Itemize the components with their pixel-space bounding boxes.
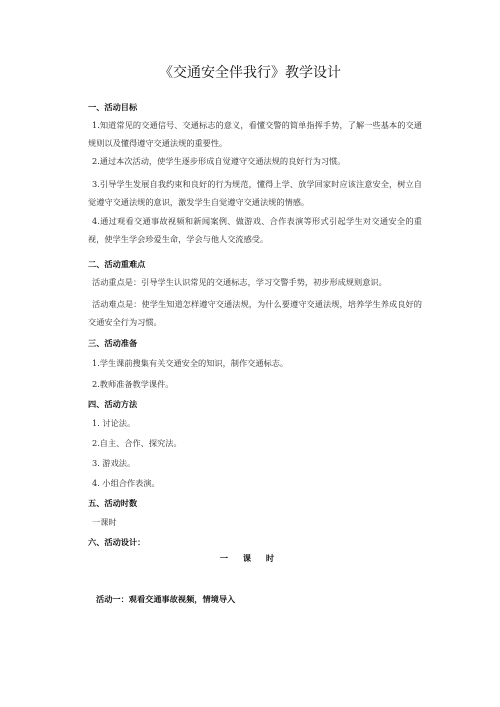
section-heading-key-points: 二、活动重难点 bbox=[88, 259, 146, 269]
method-item-2: 2.自主、合作、探究法。 bbox=[92, 438, 182, 448]
duration-value: 一课时 bbox=[92, 517, 117, 527]
method-item-4: 4. 小组合作表演。 bbox=[92, 478, 160, 488]
prep-item-2: 2.教师准备教学课件。 bbox=[92, 379, 174, 389]
section-heading-duration: 五、活动时数 bbox=[88, 498, 138, 508]
lesson-subheading: 一 课 时 bbox=[219, 553, 281, 563]
difficult-point: 活动难点是：使学生知道怎样遵守交通法规，为什么要遵守交通法规，培养学生养成良好的交通安全行为习惯。 bbox=[88, 299, 422, 327]
method-item-1: 1. 讨论法。 bbox=[92, 418, 136, 428]
section-heading-design: 六、活动设计： bbox=[88, 537, 146, 547]
section-heading-goals: 一、活动目标 bbox=[88, 102, 138, 112]
prep-item-1: 1.学生课前搜集有关交通安全的知识，制作交通标志。 bbox=[92, 358, 289, 368]
section-heading-methods: 四、活动方法 bbox=[88, 399, 138, 409]
goal-item-3: 3.引导学生发展自我约束和良好的行为规范，懂得上学、放学回家时应该注意安全，树立自觉遵守交通法规的意识，激发学生自觉遵守交通法规的情感。 bbox=[88, 179, 422, 207]
section-heading-preparation: 三、活动准备 bbox=[88, 338, 138, 348]
goal-item-1: 1.知道常见的交通信号、交通标志的意义，看懂交警的简单指挥手势，了解一些基本的交通规则以及懂得遵守交通法规的重要性。 bbox=[88, 120, 422, 148]
key-point: 活动重点是：引导学生认识常见的交通标志，学习交警手势，初步形成规则意识。 bbox=[92, 277, 387, 287]
goal-item-4: 4.通过观看交通事故视频和新闻案例、做游戏、合作表演等形式引起学生对交通安全的重视，使学生学会珍爱生命，学会与他人交流感受。 bbox=[88, 216, 422, 244]
goal-item-2: 2.通过本次活动，使学生逐步形成自觉遵守交通法规的良好行为习惯。 bbox=[92, 156, 346, 166]
activity-one-heading: 活动一：观看交通事故视频，情境导入 bbox=[96, 594, 236, 604]
method-item-3: 3. 游戏法。 bbox=[92, 458, 136, 468]
document-title: 《交通安全伴我行》教学设计 bbox=[159, 65, 341, 81]
